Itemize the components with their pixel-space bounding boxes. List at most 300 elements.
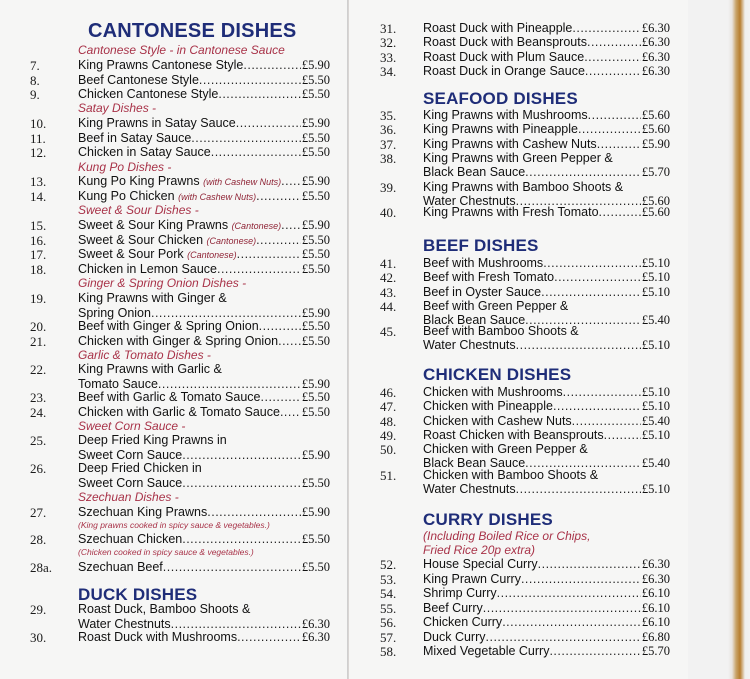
item-name: Chicken in Satay Sauce <box>78 145 211 160</box>
item-note: (King prawns cooked in spicy sauce & vegetables.) <box>78 520 270 530</box>
item-price: £5.90 <box>301 116 330 130</box>
dot-leader <box>538 557 641 571</box>
item-number: 18. <box>30 261 47 277</box>
dot-leader <box>599 205 641 219</box>
dot-leader <box>281 174 301 188</box>
menu-item <box>380 21 670 36</box>
section-heading: DUCK DISHES <box>78 585 198 604</box>
item-price: £6.30 <box>641 63 670 78</box>
item-name: King Prawns with Mushrooms <box>423 108 588 122</box>
item-price: £5.10 <box>641 482 670 497</box>
dot-leader <box>497 586 641 600</box>
item-line <box>423 482 670 497</box>
item-line <box>423 122 670 137</box>
item-number: 28. <box>30 532 47 547</box>
item-number: 19. <box>30 291 47 306</box>
item-line <box>423 586 670 601</box>
item-name: Kung Po Chicken <box>78 188 175 203</box>
item-line <box>78 405 330 420</box>
item-number: 42. <box>380 270 397 286</box>
item-number: 41. <box>380 256 397 271</box>
item-line <box>78 505 330 520</box>
item-line <box>78 87 330 102</box>
item-line <box>423 324 670 338</box>
dot-leader <box>572 414 641 428</box>
item-number: 54. <box>380 586 397 601</box>
dot-leader <box>182 448 301 462</box>
item-number: 22. <box>30 362 47 377</box>
item-price: £5.10 <box>641 399 670 414</box>
item-name: Deep Fried King Prawns in <box>78 433 227 447</box>
item-number: 51. <box>380 468 397 483</box>
menu-item <box>30 58 330 73</box>
dot-leader <box>578 122 641 136</box>
item-name: Chicken with Ginger & Spring Onion <box>78 333 279 348</box>
item-line <box>78 218 330 233</box>
item-line <box>423 35 670 50</box>
item-number: 48. <box>380 413 397 429</box>
menu-item <box>30 560 330 575</box>
item-name: Beef with Mushrooms <box>423 256 544 270</box>
item-price: £6.30 <box>641 35 670 50</box>
item-price: £5.50 <box>301 188 330 203</box>
item-price: £5.90 <box>301 218 330 232</box>
item-name: King Prawns with Pineapple <box>423 122 578 137</box>
item-line <box>78 602 330 616</box>
dot-leader <box>604 428 641 442</box>
menu-item <box>380 50 670 65</box>
item-remark: (with Cashew Nuts) <box>178 191 257 202</box>
menu-item <box>30 233 330 248</box>
item-line <box>78 233 330 248</box>
item-name: Chicken with Cashew Nuts <box>423 413 572 428</box>
item-number: 10. <box>30 116 47 131</box>
item-name: Beef with Garlic & Tomato Sauce <box>78 390 261 404</box>
item-remark: (with Cashew Nuts) <box>203 177 282 187</box>
item-name-continued: Water Chestnuts <box>78 616 171 631</box>
item-number: 46. <box>380 385 397 400</box>
item-price: £5.10 <box>641 270 670 285</box>
item-line <box>423 644 670 659</box>
item-line <box>423 108 670 123</box>
item-name: Roast Duck with Plum Sauce <box>423 49 585 64</box>
menu-item <box>30 505 330 520</box>
item-line <box>423 256 670 271</box>
item-name: Beef in Oyster Sauce <box>423 284 542 299</box>
item-line <box>78 476 330 491</box>
item-price: £5.60 <box>641 193 670 208</box>
section-subheading: Ginger & Spring Onion Dishes - <box>78 276 247 290</box>
item-price: £5.90 <box>301 174 330 188</box>
menu-item <box>380 270 670 285</box>
item-price: £5.40 <box>641 413 670 428</box>
menu-item <box>30 461 330 490</box>
menu-item <box>380 122 670 137</box>
item-name-continued: Water Chestnuts <box>423 193 516 208</box>
item-number: 58. <box>380 644 397 659</box>
item-line <box>423 180 670 194</box>
item-number: 17. <box>30 247 47 263</box>
dot-leader <box>563 385 641 399</box>
item-price: £5.50 <box>301 319 330 333</box>
section-subheading: Szechuan Dishes - <box>78 490 179 504</box>
dot-leader <box>521 572 641 586</box>
menu-item <box>30 189 330 204</box>
dot-leader <box>584 50 641 64</box>
menu-item <box>380 442 670 471</box>
dot-leader <box>207 505 301 519</box>
item-price: £5.10 <box>641 284 670 299</box>
menu-item <box>380 414 670 429</box>
dot-leader <box>281 218 301 232</box>
item-price: £6.80 <box>641 629 670 644</box>
dot-leader <box>218 87 301 101</box>
item-remark: (Cantonese) <box>206 235 257 246</box>
item-name: King Prawns with Fresh Tomato <box>423 205 599 219</box>
item-number: 8. <box>30 72 40 88</box>
item-name: Chicken with Bamboo Shoots & <box>423 468 599 482</box>
menu-item <box>380 428 670 443</box>
item-line <box>423 50 670 65</box>
page-title: CANTONESE DISHES <box>88 20 297 42</box>
dot-leader <box>211 145 301 159</box>
item-number: 21. <box>30 333 47 349</box>
menu-item <box>380 108 670 123</box>
item-line <box>78 73 330 88</box>
dot-leader <box>182 476 301 490</box>
item-number: 37. <box>380 136 397 152</box>
section-heading: CURRY DISHES <box>423 510 553 529</box>
menu-item <box>30 630 330 645</box>
menu-item <box>30 602 330 631</box>
item-remark: (Cantonese) <box>231 221 282 231</box>
dot-leader <box>588 108 641 122</box>
item-number: 53. <box>380 571 397 587</box>
item-name: Beef Cantonese Style <box>78 72 199 87</box>
item-name: Szechuan Chicken <box>78 532 183 546</box>
item-line <box>423 615 670 630</box>
item-price: £5.10 <box>641 385 670 399</box>
item-name: Sweet & Sour Chicken <box>78 232 204 247</box>
menu-item <box>380 644 670 659</box>
item-price: £5.50 <box>301 247 330 262</box>
menu-item <box>30 247 330 262</box>
dot-leader <box>572 21 640 35</box>
dot-leader <box>256 233 301 247</box>
menu-item <box>380 385 670 400</box>
dot-leader <box>597 137 641 151</box>
item-line <box>78 189 330 204</box>
item-line <box>78 131 330 146</box>
item-line <box>423 442 670 456</box>
item-price: £5.50 <box>301 560 330 574</box>
item-line <box>423 601 670 616</box>
item-price: £5.50 <box>301 532 330 546</box>
item-number: 40. <box>380 205 397 220</box>
item-name: House Special Curry <box>423 557 538 571</box>
dot-leader <box>256 189 301 203</box>
item-number: 27. <box>30 505 47 520</box>
item-name: Roast Duck in Orange Sauce <box>423 63 585 78</box>
item-line <box>423 299 670 313</box>
item-number: 14. <box>30 188 47 204</box>
item-price: £5.50 <box>301 333 330 348</box>
item-name: Beef with Fresh Tomato <box>423 270 555 285</box>
item-price: £5.50 <box>301 404 330 419</box>
item-number: 16. <box>30 232 47 248</box>
item-name: King Prawns Cantonese Style <box>78 58 244 72</box>
item-note: Fried Rice 20p extra) <box>423 543 536 557</box>
dot-leader <box>278 334 301 348</box>
item-line <box>78 390 330 405</box>
item-name: Chicken with Mushrooms <box>423 385 563 399</box>
item-name-continued: Water Chestnuts <box>423 338 516 353</box>
dot-leader <box>243 58 301 72</box>
item-price: £5.90 <box>301 58 330 72</box>
item-name: King Prawns with Bamboo Shoots & <box>423 179 624 194</box>
item-line <box>423 428 670 443</box>
menu-item <box>380 601 670 616</box>
menu-item <box>380 256 670 271</box>
item-price: £6.10 <box>641 600 670 615</box>
menu-item <box>30 87 330 102</box>
item-number: 30. <box>30 630 47 645</box>
item-price: £5.50 <box>301 145 330 160</box>
item-name: Szechuan King Prawns <box>78 505 208 519</box>
menu-item <box>30 218 330 233</box>
item-note: (Including Boiled Rice or Chips, <box>423 529 591 543</box>
item-line <box>423 165 670 180</box>
menu-item <box>30 73 330 88</box>
menu-item <box>380 630 670 645</box>
item-name: Sweet & Sour Pork <box>78 247 184 262</box>
item-name-continued: Black Bean Sauce <box>423 313 526 328</box>
item-name-continued: Black Bean Sauce <box>423 456 526 471</box>
menu-item <box>30 319 330 334</box>
item-number: 55. <box>380 600 397 616</box>
item-name: Chicken Cantonese Style <box>78 87 219 102</box>
item-line <box>78 630 330 645</box>
menu-item <box>380 586 670 601</box>
item-line <box>78 319 330 334</box>
menu-item <box>30 145 330 160</box>
item-name-continued: Tomato Sauce <box>78 376 158 391</box>
item-number: 26. <box>30 461 47 476</box>
item-number: 32. <box>380 35 397 51</box>
item-number: 45. <box>380 324 397 339</box>
dot-leader <box>217 262 301 276</box>
menu-item <box>30 174 330 189</box>
item-line <box>423 385 670 400</box>
section-subheading: Satay Dishes - <box>78 101 157 115</box>
item-line <box>78 247 330 262</box>
menu-item <box>30 405 330 420</box>
item-line <box>423 338 670 353</box>
dot-leader <box>191 131 301 145</box>
item-number: 12. <box>30 145 47 161</box>
item-line <box>78 291 330 305</box>
menu-item <box>30 262 330 277</box>
item-price: £5.50 <box>301 475 330 490</box>
item-name: Chicken Curry <box>423 615 503 629</box>
item-price: £6.30 <box>641 49 670 64</box>
item-name: King Prawns in Satay Sauce <box>78 116 236 130</box>
item-number: 23. <box>30 390 47 405</box>
item-number: 39. <box>380 179 397 195</box>
item-name-continued: Sweet Corn Sauce <box>78 447 183 462</box>
menu-item <box>380 64 670 79</box>
section-subheading: Sweet Corn Sauce - <box>78 419 186 433</box>
section-subheading: Cantonese Style - in Cantonese Sauce <box>78 43 285 57</box>
dot-leader <box>541 285 641 299</box>
menu-item <box>30 362 330 391</box>
dot-leader <box>516 482 641 496</box>
section-subheading: Garlic & Tomato Dishes - <box>78 348 211 362</box>
item-note: (Chicken cooked in spicy sauce & vegetables.) <box>78 547 254 557</box>
item-name: Beef with Ginger & Spring Onion <box>78 319 259 333</box>
item-number: 50. <box>380 442 397 458</box>
item-price: £6.10 <box>641 615 670 629</box>
item-price: £6.30 <box>301 616 330 631</box>
item-number: 57. <box>380 629 397 645</box>
item-price: £6.30 <box>301 630 330 644</box>
item-price: £5.90 <box>301 305 330 320</box>
item-line <box>78 145 330 160</box>
item-price: £5.10 <box>641 338 670 353</box>
menu-item <box>380 151 670 180</box>
item-line <box>78 461 330 475</box>
item-line <box>78 433 330 447</box>
item-number: 20. <box>30 319 47 334</box>
menu-item <box>30 433 330 462</box>
menu-item <box>380 205 670 220</box>
menu-item <box>380 557 670 572</box>
item-name-continued: Black Bean Sauce <box>423 165 526 180</box>
menu-item <box>380 137 670 152</box>
item-number: 44. <box>380 298 397 314</box>
item-line <box>78 262 330 277</box>
item-number: 7. <box>30 58 40 73</box>
item-number: 15. <box>30 218 47 233</box>
dot-leader <box>259 319 301 333</box>
item-name: King Prawns with Green Pepper & <box>423 150 613 165</box>
item-price: £5.60 <box>641 205 670 219</box>
item-price: £5.50 <box>301 72 330 87</box>
item-name-continued: Sweet Corn Sauce <box>78 475 183 490</box>
item-name: Chicken with Pineapple <box>423 399 553 414</box>
item-name: Roast Duck, Bamboo Shoots & <box>78 602 251 616</box>
menu-item <box>380 615 670 630</box>
item-name: Chicken in Lemon Sauce <box>78 261 217 276</box>
item-number: 13. <box>30 174 47 189</box>
item-line <box>78 116 330 131</box>
item-line <box>423 572 670 587</box>
menu-item <box>380 324 670 353</box>
item-name: Mixed Vegetable Curry <box>423 644 550 658</box>
item-price: £5.50 <box>301 130 330 145</box>
item-number: 25. <box>30 433 47 448</box>
item-number: 33. <box>380 49 397 65</box>
item-name: Roast Duck with Mushrooms <box>78 630 238 644</box>
menu-item <box>380 285 670 300</box>
item-line <box>423 205 670 220</box>
item-price: £6.10 <box>641 586 670 600</box>
menu-item <box>380 35 670 50</box>
item-number: 47. <box>380 399 397 415</box>
item-name: Chicken with Green Pepper & <box>423 442 588 457</box>
item-line <box>423 285 670 300</box>
item-line <box>423 468 670 482</box>
item-name: Beef with Green Pepper & <box>423 298 569 313</box>
dot-leader <box>525 165 641 179</box>
dot-leader <box>261 390 301 404</box>
item-number: 38. <box>380 150 397 166</box>
item-price: £5.90 <box>301 376 330 391</box>
item-name: Sweet & Sour King Prawns <box>78 218 229 232</box>
item-line <box>78 362 330 376</box>
dot-leader <box>199 73 301 87</box>
item-number: 31. <box>380 21 397 36</box>
item-price: £6.30 <box>641 557 670 571</box>
dot-leader <box>163 560 301 574</box>
item-line <box>78 334 330 349</box>
menu-item <box>30 334 330 349</box>
item-line <box>423 21 670 36</box>
dot-leader <box>486 630 641 644</box>
item-price: £5.90 <box>641 136 670 151</box>
dot-leader <box>549 644 640 658</box>
item-price: £5.50 <box>301 390 330 404</box>
dot-leader <box>237 247 301 261</box>
dot-leader <box>171 617 301 631</box>
dot-leader <box>158 377 301 391</box>
item-name: Beef with Bamboo Shoots & <box>423 324 579 338</box>
item-line <box>423 137 670 152</box>
item-price: £5.50 <box>301 87 330 102</box>
item-price: £5.10 <box>641 427 670 442</box>
dot-leader <box>543 256 641 270</box>
dot-leader <box>237 630 301 644</box>
item-price: £5.60 <box>641 108 670 122</box>
item-name: Kung Po King Prawns <box>78 174 200 188</box>
item-number: 52. <box>380 557 397 572</box>
dot-leader <box>151 306 301 320</box>
dot-leader <box>236 116 301 130</box>
item-name: Beef in Satay Sauce <box>78 130 192 145</box>
item-number: 35. <box>380 108 397 123</box>
item-line <box>423 64 670 79</box>
section-subheading: Sweet & Sour Dishes - <box>78 203 199 217</box>
dot-leader <box>553 399 641 413</box>
item-price: £5.70 <box>641 165 670 180</box>
item-price: £5.90 <box>301 505 330 519</box>
dot-leader <box>502 615 641 629</box>
item-number: 56. <box>380 615 397 630</box>
dot-leader <box>516 338 641 352</box>
item-price: £6.30 <box>641 571 670 586</box>
item-price: £6.30 <box>641 21 670 35</box>
item-line <box>423 557 670 572</box>
item-number: 24. <box>30 404 47 420</box>
item-line <box>78 58 330 73</box>
item-number: 28a. <box>30 560 53 575</box>
item-price: £5.90 <box>301 447 330 462</box>
item-name: King Prawn Curry <box>423 571 521 586</box>
item-price: £5.70 <box>641 644 670 658</box>
item-line <box>78 532 330 547</box>
item-number: 9. <box>30 87 40 103</box>
section-heading: BEEF DISHES <box>423 236 539 255</box>
